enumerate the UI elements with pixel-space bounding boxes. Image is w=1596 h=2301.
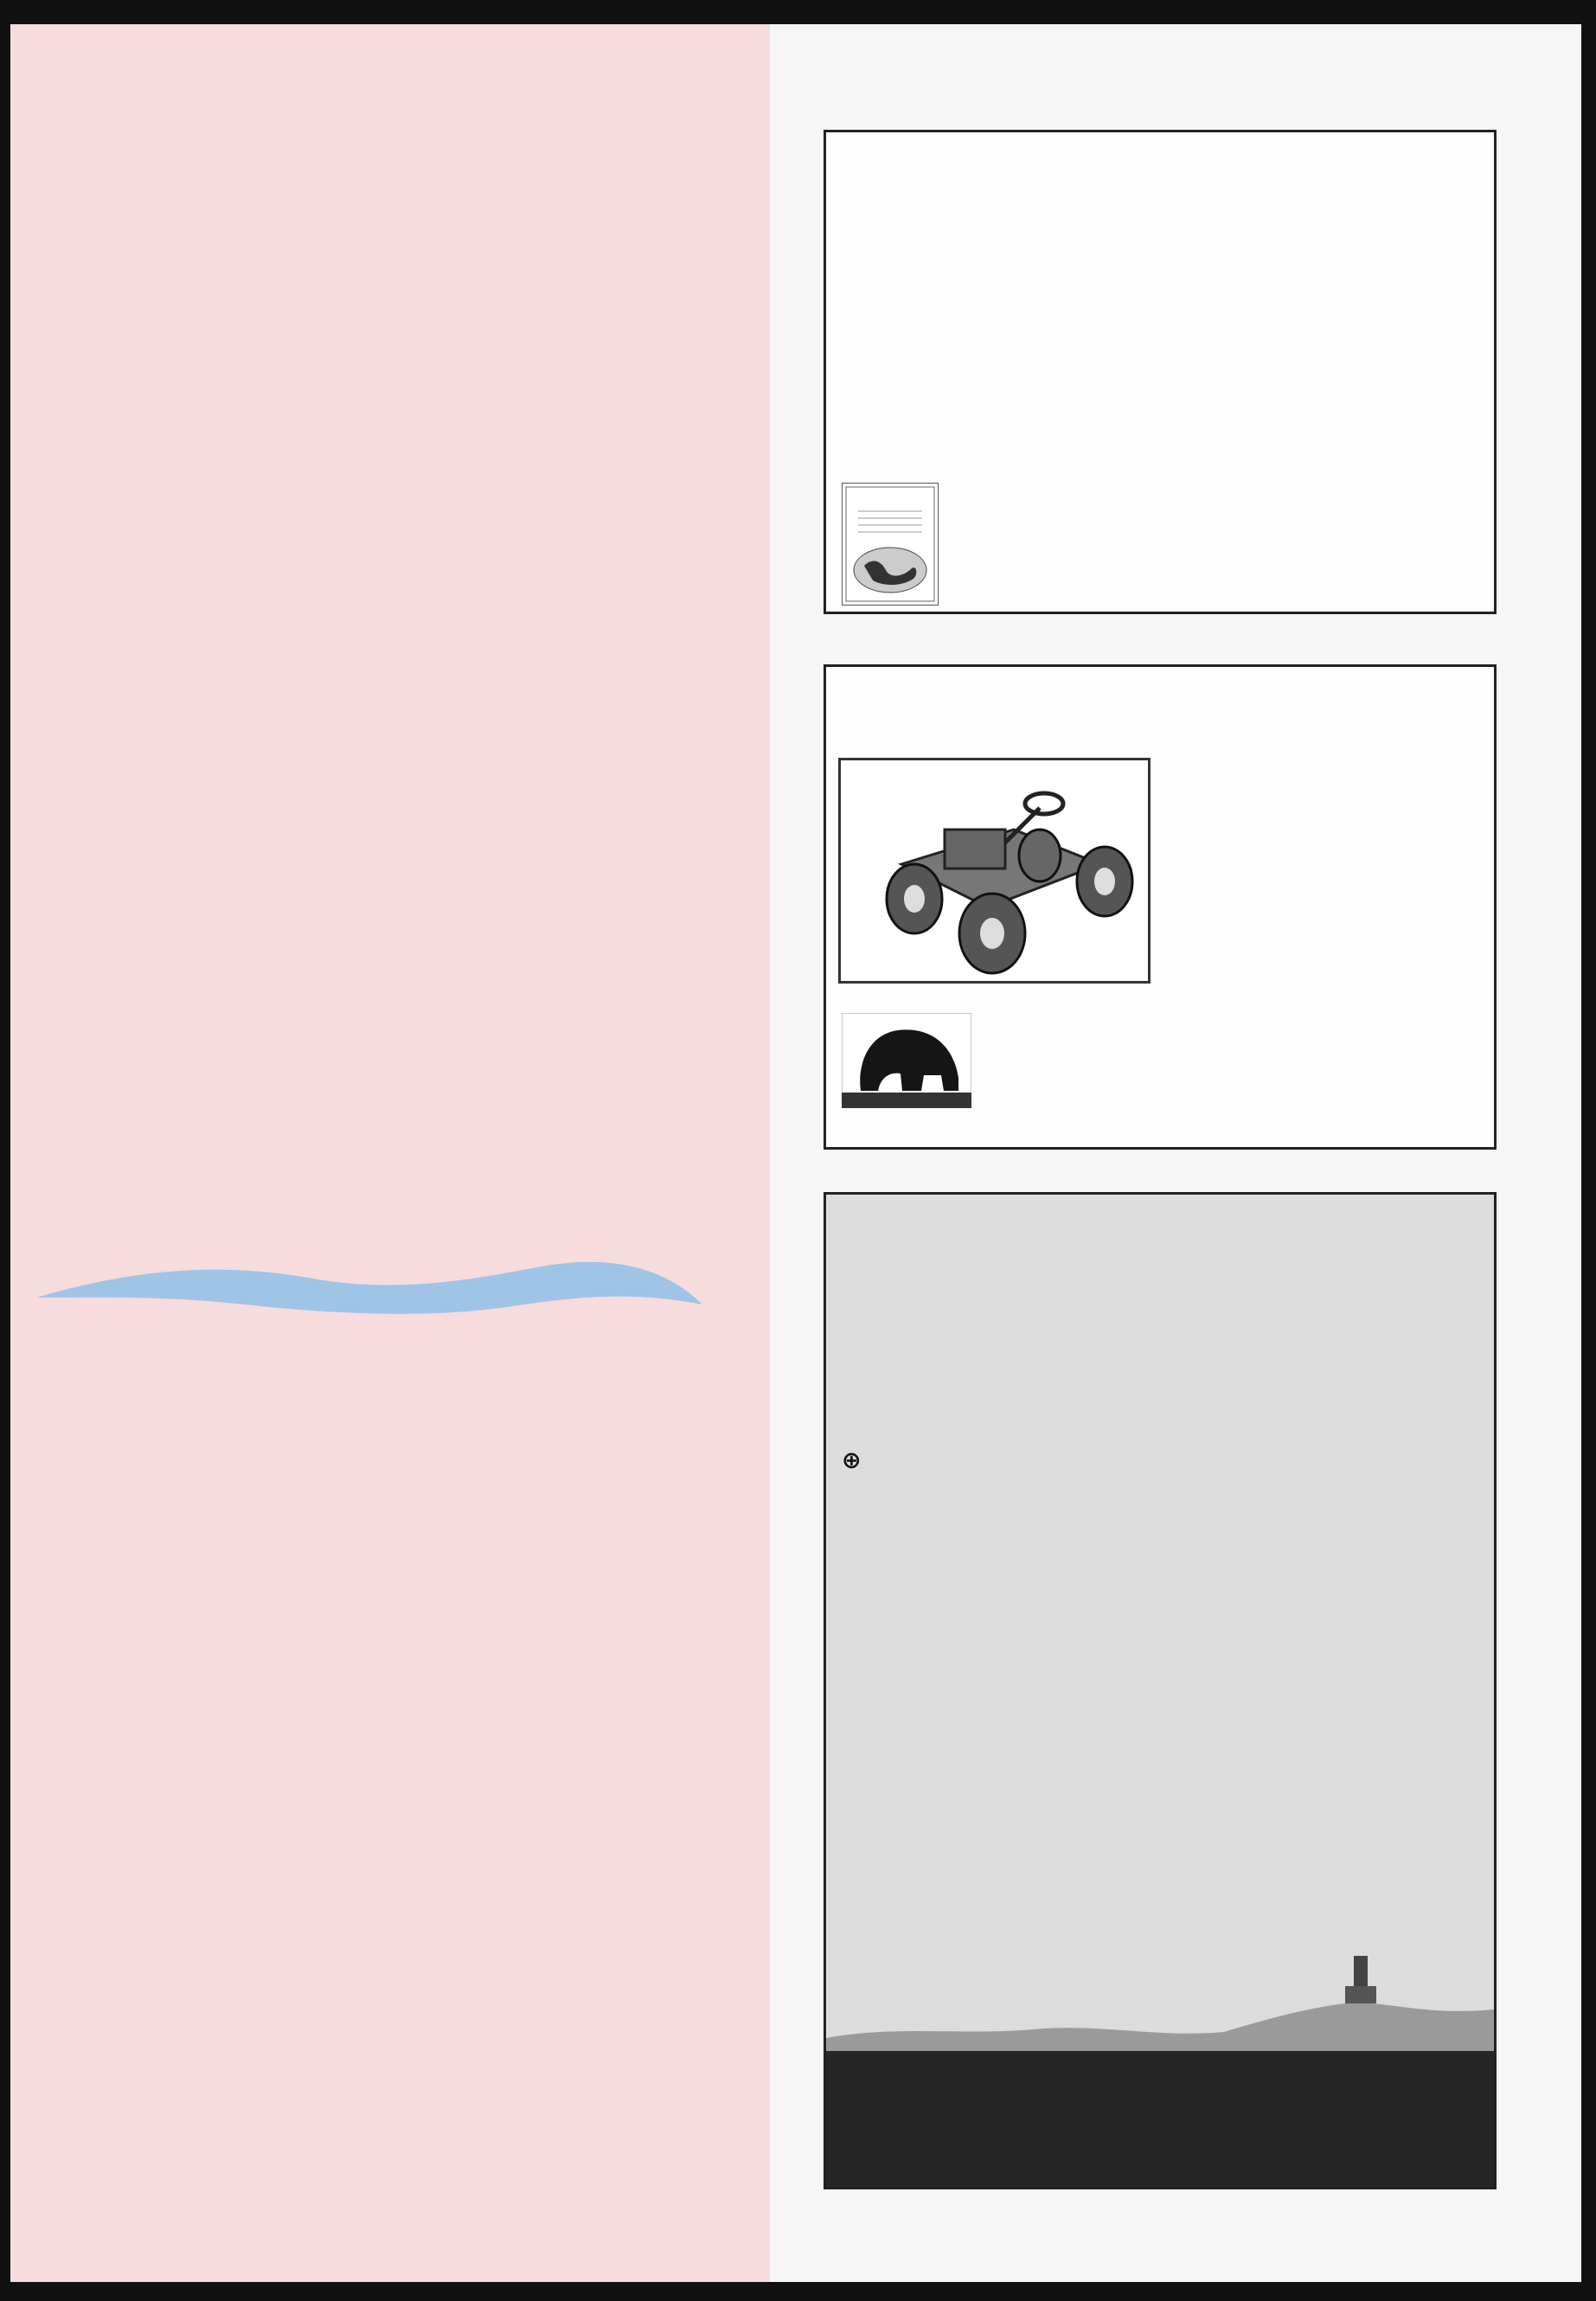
globe-icon: ⊕ — [842, 1447, 862, 1474]
mammoet-logo — [842, 1013, 971, 1108]
go-kart-photo — [838, 758, 1151, 984]
bible-league-logo — [842, 483, 939, 606]
landscape-illustration — [826, 1956, 1494, 2060]
wave-decoration — [28, 1244, 737, 1322]
article-column — [10, 24, 770, 2282]
vacancy-title — [842, 1447, 862, 1474]
slogan-band — [826, 2051, 1494, 2187]
mammoet-skelters-ad — [824, 664, 1497, 1150]
bible-league-ad — [824, 130, 1497, 614]
kimon-ad — [824, 1192, 1497, 2189]
magazine-page — [10, 24, 1581, 2282]
